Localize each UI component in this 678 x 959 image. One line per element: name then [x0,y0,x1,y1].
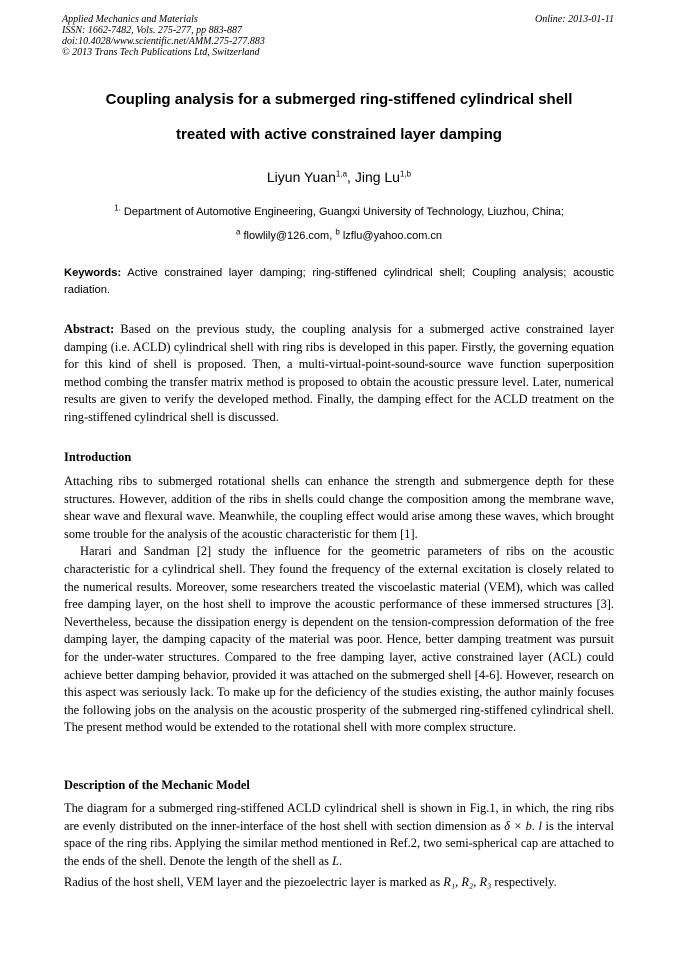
email-mark: b [335,227,340,237]
text-run: The diagram for a submerged ring-stiffened ACLD cylindrical shell is shown in Fig.1, in which, the ring ribs are evenly distributed on the inner-interface of the host shell with section dimension as [64,801,614,833]
mechanic-model-body [64,800,614,892]
paragraph [64,800,614,870]
introduction-body [64,473,614,737]
email-text: flowlily@126.com, [240,230,336,242]
copyright-line: © 2013 Trans Tech Publications Ltd, Switzerland [62,47,260,58]
text-run: . [531,818,539,833]
text-run: respectively. [491,875,557,890]
paragraph [64,874,614,892]
math-length-L: L [332,853,339,868]
math-section-dimension: δ × b [504,818,532,833]
abstract-text: Based on the previous study, the coupling analysis for a submerged active constrained layer damping (i.e. ACLD) cylindrical shell with ring ribs is developed in this paper. Firstly, the governing equation for this kind of shell is proposed. Then, a multi-virtual-point-sound-source wave function superposition method combing the transfer matrix method is proposed to obtain the acoustic pressure level. Later, numerical results are given to verify the developed method. Finally, the damping effect for the ACLD treatment on the ring-stiffened cylindrical shell is discussed. [64,322,614,424]
paragraph: Attaching ribs to submerged rotational shells can enhance the strength and submergence depth for these structures. However, addition of the ribs in shells could change the composition among the membrane wave, shear wave and flexural wave. Meanwhile, the coupling effect would arise among these waves, which brought some trouble for the analysis of the acoustic characteristic for them [1]. [64,474,614,541]
section-heading-introduction: Introduction [64,450,132,464]
abstract-label: Abstract: [64,322,115,336]
author-affil-mark: 1,a [335,169,348,179]
author-affil-mark: 1,b [399,169,412,179]
math-radii: R₁, R₂, R₃ [443,875,492,890]
author-emails [60,229,618,243]
email-mark: a [235,227,241,237]
affiliation-number: 1. [114,203,121,213]
author-name: Liyun Yuan [266,169,336,185]
keywords [64,265,614,299]
email-text: lzflu@yahoo.com.cn [339,230,443,242]
math-interval-l: l [538,818,542,833]
paragraph: Harari and Sandman [2] study the influence for the geometric parameters of ribs on the acoustic characteristic for a cylindrical shell. They found the frequency of the external excitation is closely related to the numerical results. Moreover, some researchers treated the viscoelastic material (VEM), which was called free damping layer, on the host shell to improve the acoustic performance of these immersed structures [3]. Nevertheless, because the dissipation energy is dependent on the tension-compression deformation of the free damping layer, the damping capacity of the material was poor. Hence, better damping treatment was pursuit for the under-water structures. Compared to the free damping layer, active constrained layer (ACL) could achieve better damping behavior, provided it was attached on the submerged shell [4-6]. However, research on this aspect was seriously lack. To make up for the deficiency of the studies existing, the author mainly focuses the following jobs on the analysis on the acoustic prosperity of the submerged ring-stiffened cylindrical shell. The present method would be extended to the rotational shell with more complex structure. [64,544,614,735]
affiliation-text: Department of Automotive Engineering, Guangxi University of Technology, Liuzhou, China; [120,206,564,218]
affiliation [60,205,618,219]
author-list [60,168,618,186]
doi-line: doi:10.4028/www.scientific.net/AMM.275-277.883 [62,36,265,47]
abstract [64,321,614,427]
text-run: . [338,853,343,868]
online-date: Online: 2013-01-11 [535,14,614,25]
text-run: is the interval space of the ring ribs. Applying the similar method mentioned in Ref.2, two semi-spherical cap are attached to the ends of the shell. Denote the length of the shell as [64,818,614,868]
keywords-text: Active constrained layer damping; ring-stiffened cylindrical shell; Coupling analysis; acoustic radiation. [64,267,614,296]
paper-title-line-2: treated with active constrained layer damping [176,126,502,143]
author-separator: , [347,169,355,185]
issn-line: ISSN: 1662-7482, Vols. 275-277, pp 883-887 [62,25,242,36]
paper-title-line-1: Coupling analysis for a submerged ring-stiffened cylindrical shell [105,91,573,108]
journal-name: Applied Mechanics and Materials [62,14,198,25]
keywords-label: Keywords: [64,267,122,279]
section-heading-mechanic-model: Description of the Mechanic Model [64,778,250,792]
text-run: Radius of the host shell, VEM layer and the piezoelectric layer is marked as [64,875,444,890]
journal-header [62,14,265,58]
author-name: Jing Lu [354,169,400,185]
